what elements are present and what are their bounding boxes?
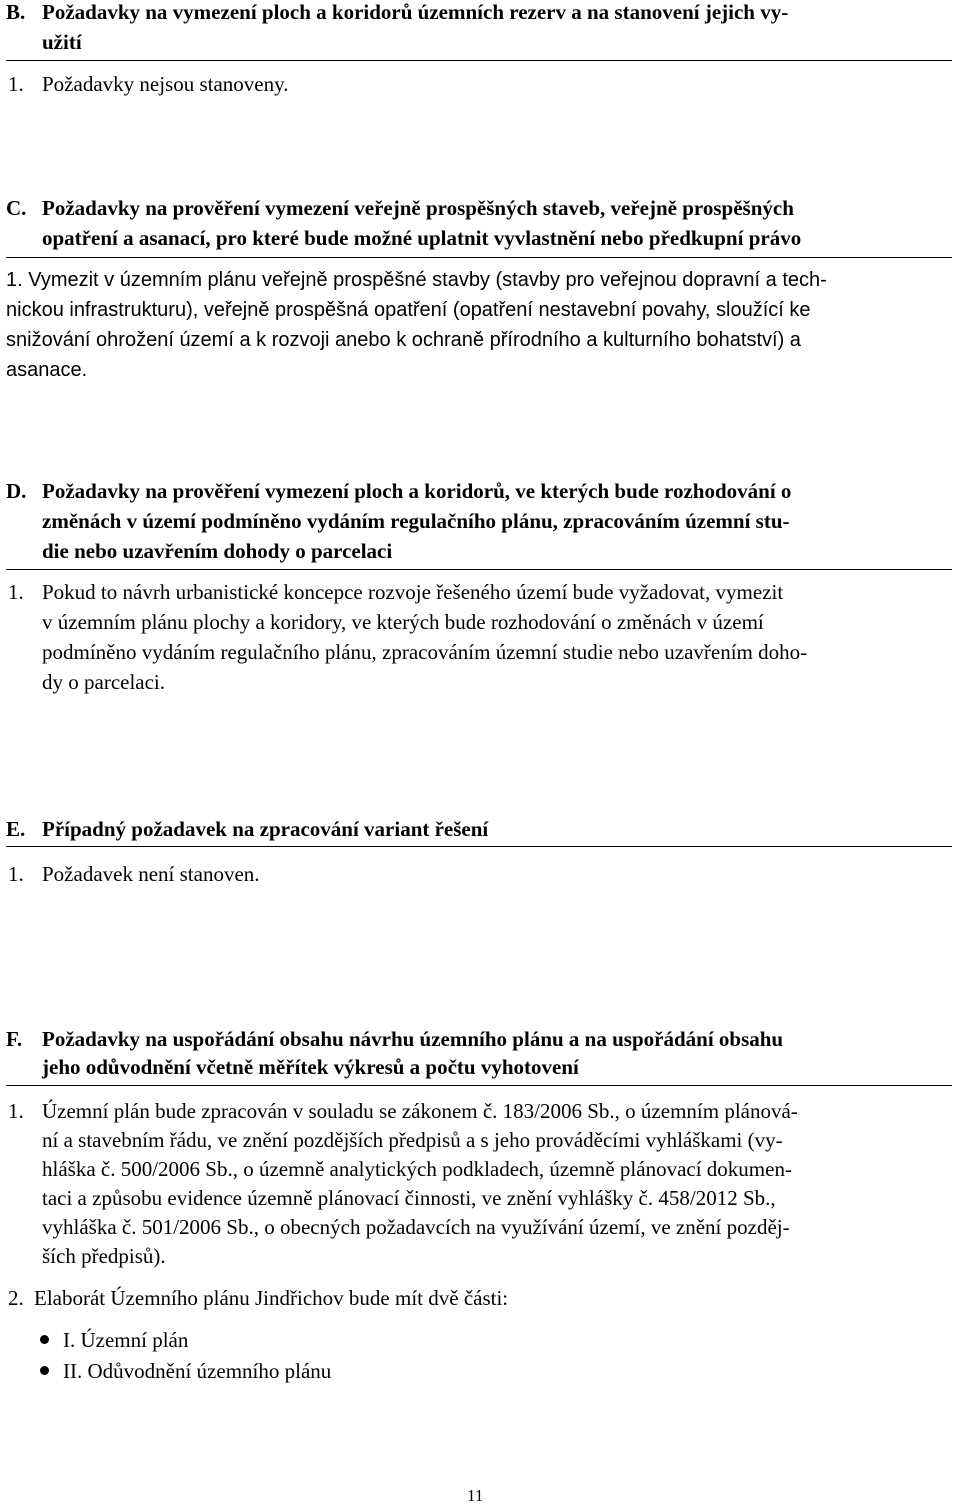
section-d-heading-line1: Požadavky na prověření vymezení ploch a koridorů, ve kterých bude rozhodování o — [42, 479, 792, 503]
section-f-item1-line3: hláška č. 500/2006 Sb., o územně analytických podkladech, územně plánovací dokumen- — [42, 1157, 792, 1181]
section-d-heading-line3: die nebo uzavřením dohody o parcelaci — [42, 539, 393, 563]
section-f-item1-line5: vyhláška č. 501/2006 Sb., o obecných požadavcích na využívání území, ve znění pozděj- — [42, 1215, 790, 1239]
section-e-rule — [6, 846, 952, 847]
section-d-item1-line1: Pokud to návrh urbanistické koncepce rozvoje řešeného území bude vyžadovat, vymezit — [42, 580, 784, 604]
section-b-heading-line2: užití — [42, 30, 82, 54]
section-c-item1-line1: 1. Vymezit v územním plánu veřejně prospěšné stavby (stavby pro veřejnou dopravní a tech- — [6, 269, 827, 291]
section-d-item1-number: 1. — [8, 580, 24, 604]
section-f-letter: F. — [6, 1027, 23, 1051]
section-f-heading-line2: jeho odůvodnění včetně měřítek výkresů a počtu vyhotovení — [42, 1055, 579, 1079]
section-d-item1-line4: dy o parcelaci. — [42, 670, 166, 694]
section-f-rule — [6, 1085, 952, 1086]
section-f-item2-number: 2. — [8, 1286, 24, 1310]
section-c-item1-line2: nickou infrastrukturu), veřejně prospěšná opatření (opatření nestavební povahy, sloužící ke — [6, 299, 811, 321]
section-f-item1-line2: ní a stavebním řádu, ve znění pozdějších předpisů a s jeho prováděcími vyhláškami (vy- — [42, 1128, 783, 1152]
section-e-item1-number: 1. — [8, 862, 24, 886]
section-b-item1-text: Požadavky nejsou stanoveny. — [42, 72, 289, 96]
bullet-item-1: I. Územní plán — [63, 1328, 189, 1352]
section-c-heading-line1: Požadavky na prověření vymezení veřejně prospěšných staveb, veřejně prospěšných — [42, 196, 794, 220]
bullet-dot-icon — [40, 1366, 49, 1375]
section-e-item1-text: Požadavek není stanoven. — [42, 862, 260, 886]
section-b-letter: B. — [6, 0, 26, 24]
section-d-letter: D. — [6, 479, 27, 503]
bullet-dot-icon — [40, 1335, 49, 1344]
section-c-letter: C. — [6, 196, 27, 220]
section-d-rule — [6, 569, 952, 570]
section-d-item1-line2: v územním plánu plochy a koridory, ve kterých bude rozhodování o změnách v území — [42, 610, 764, 634]
section-f-heading-line1: Požadavky na uspořádání obsahu návrhu územního plánu a na uspořádání obsahu — [42, 1027, 784, 1051]
bullet-item-2: II. Odůvodnění územního plánu — [63, 1359, 332, 1383]
section-f-item1-line6: ších předpisů). — [42, 1244, 166, 1268]
section-c-heading-line2: opatření a asanací, pro které bude možné uplatnit vyvlastnění nebo předkupní právo — [42, 226, 802, 250]
section-f-item1-line4: taci a způsobu evidence územně plánovací činnosti, ve znění vyhlášky č. 458/2012 Sb., — [42, 1186, 776, 1210]
section-f-item2-text: Elaborát Územního plánu Jindřichov bude mít dvě části: — [34, 1286, 509, 1310]
section-f-item1-number: 1. — [8, 1099, 24, 1123]
section-c-rule — [6, 257, 952, 258]
page-number: 11 — [467, 1486, 484, 1505]
section-b-rule — [6, 60, 952, 61]
section-e-heading: Případný požadavek na zpracování variant řešení — [42, 817, 489, 841]
section-d-heading-line2: změnách v území podmíněno vydáním regulačního plánu, zpracováním územní stu- — [42, 509, 790, 533]
section-c-item1-line4: asanace. — [6, 359, 88, 381]
section-d-item1-line3: podmíněno vydáním regulačního plánu, zpracováním územní studie nebo uzavřením doho- — [42, 640, 808, 664]
section-e-letter: E. — [6, 817, 26, 841]
section-b-item1-number: 1. — [8, 72, 24, 96]
section-f-item1-line1: Územní plán bude zpracován v souladu se zákonem č. 183/2006 Sb., o územním plánová- — [42, 1099, 798, 1123]
section-b-heading-line1: Požadavky na vymezení ploch a koridorů územních rezerv a na stanovení jejich vy- — [42, 0, 789, 24]
section-c-item1-line3: snižování ohrožení území a k rozvoji anebo k ochraně přírodního a kulturního bohatství) a — [6, 329, 801, 351]
